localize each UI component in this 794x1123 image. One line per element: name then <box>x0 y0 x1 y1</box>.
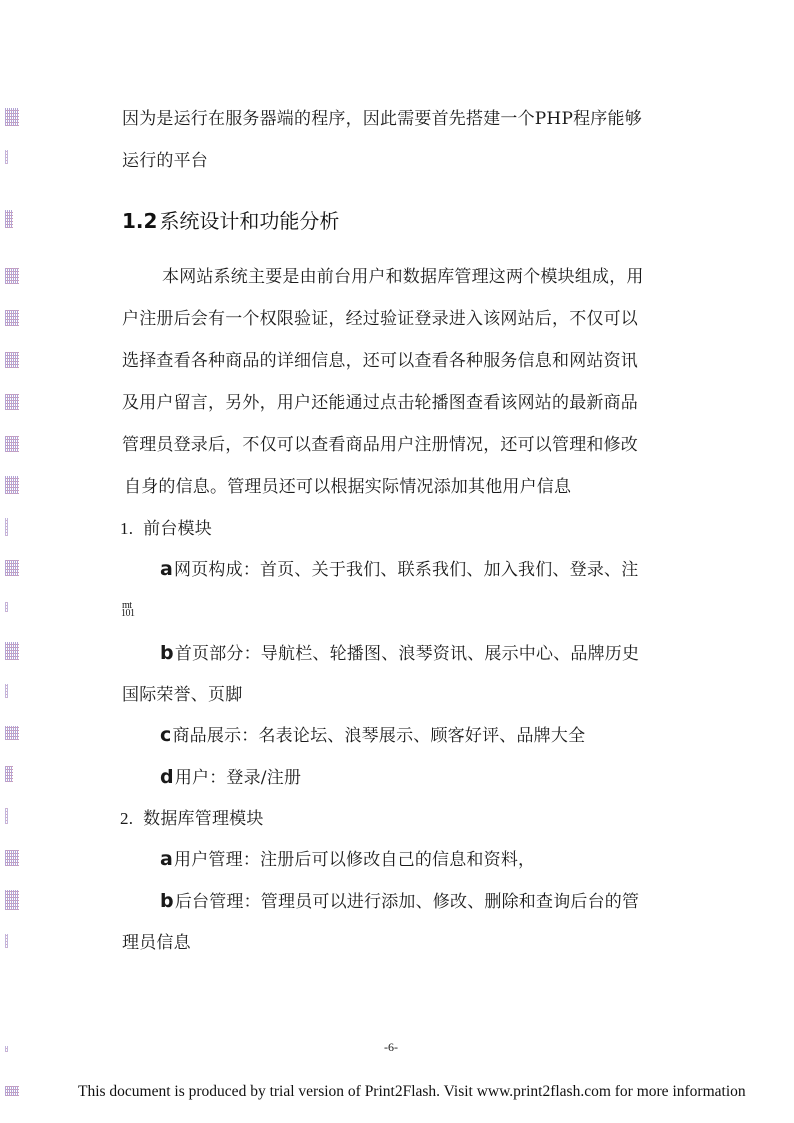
module-2-item-a <box>160 848 535 871</box>
module-1-item-b <box>160 642 639 665</box>
section-heading <box>122 208 339 234</box>
module-2-item-b <box>160 890 639 913</box>
scan-artifact <box>5 890 19 910</box>
scan-artifact <box>5 394 19 410</box>
paragraph-line-6: 自身的信息。管理员还可以根据实际情况添加其他用户信息 <box>124 477 572 497</box>
paragraph-line-3: 选择查看各种商品的详细信息，还可以查看各种服务信息和网站资讯 <box>122 351 638 371</box>
scan-artifact <box>5 602 8 612</box>
scan-artifact <box>5 352 19 368</box>
scan-artifact <box>5 1046 8 1052</box>
paragraph-line-5: 管理员登录后，不仅可以查看商品用户注册情况，还可以管理和修改 <box>122 435 638 455</box>
section-number: 1.2 <box>122 209 158 233</box>
module-1-item-a <box>160 558 638 581</box>
item-letter: c <box>160 724 172 746</box>
item-a-continuation-bottom: 101 <box>121 608 135 619</box>
intro-line-2: 运行的平台 <box>122 151 208 171</box>
scan-artifact <box>5 808 8 824</box>
scan-artifact <box>5 476 19 494</box>
item-a-continuation-top: mt <box>122 600 132 611</box>
scan-artifact <box>5 436 19 452</box>
paragraph-line-1: 本网站系统主要是由前台用户和数据库管理这两个模块组成，用 <box>162 267 644 287</box>
item-letter: b <box>160 890 174 912</box>
trial-footer: This document is produced by trial version of Print2Flash. Visit www.print2flash.com for more information <box>78 1083 746 1100</box>
module-2-heading <box>120 808 264 830</box>
item-letter: b <box>160 642 174 664</box>
module-2-number: 2. <box>120 809 134 828</box>
page-number: -6- <box>384 1040 398 1054</box>
section-title: 系统设计和功能分析 <box>159 209 340 233</box>
module-1-item-d <box>160 766 301 789</box>
paragraph-line-2: 户注册后会有一个权限验证，经过验证登录进入该网站后，不仅可以 <box>122 309 638 329</box>
item-text: 用户：登录/注册 <box>174 768 302 788</box>
scan-artifact <box>5 210 13 228</box>
scan-artifact <box>5 150 8 164</box>
scan-artifact <box>5 934 8 948</box>
scan-artifact <box>5 268 19 284</box>
scan-artifact <box>5 684 8 698</box>
scan-artifact <box>5 560 19 576</box>
scan-artifact <box>5 726 19 740</box>
scan-artifact <box>5 310 19 326</box>
item-b-continuation: 国际荣誉、页脚 <box>122 685 243 705</box>
module-1-heading <box>120 518 212 540</box>
module-1-number: 1. <box>120 519 134 538</box>
paragraph-line-4: 及用户留言，另外，用户还能通过点击轮播图查看该网站的最新商品 <box>122 393 638 413</box>
item-text: 商品展示：名表论坛、浪琴展示、顾客好评、品牌大全 <box>172 726 586 746</box>
item-letter: a <box>160 558 174 580</box>
item-text: 用户管理：注册后可以修改自己的信息和资料， <box>174 850 536 870</box>
scan-artifact <box>5 642 19 660</box>
intro-line-1: 因为是运行在服务器端的程序，因此需要首先搭建一个PHP程序能够 <box>122 109 642 129</box>
scan-artifact <box>5 108 19 126</box>
module-1-item-c <box>160 724 585 747</box>
item-letter: a <box>160 848 174 870</box>
scan-artifact <box>5 518 8 536</box>
item-text: 首页部分：导航栏、轮播图、浪琴资讯、展示中心、品牌历史 <box>174 644 640 664</box>
scan-artifact <box>5 766 13 782</box>
scan-artifact <box>5 1086 19 1096</box>
module-2-title: 数据库管理模块 <box>143 809 264 829</box>
module-1-title: 前台模块 <box>143 519 212 539</box>
scan-artifact <box>5 850 19 866</box>
item-letter: d <box>160 766 174 788</box>
item-b-continuation: 理员信息 <box>122 933 191 953</box>
item-text: 网页构成：首页、关于我们、联系我们、加入我们、登录、注 <box>174 560 639 580</box>
item-text: 后台管理：管理员可以进行添加、修改、删除和查询后台的管 <box>174 892 640 912</box>
